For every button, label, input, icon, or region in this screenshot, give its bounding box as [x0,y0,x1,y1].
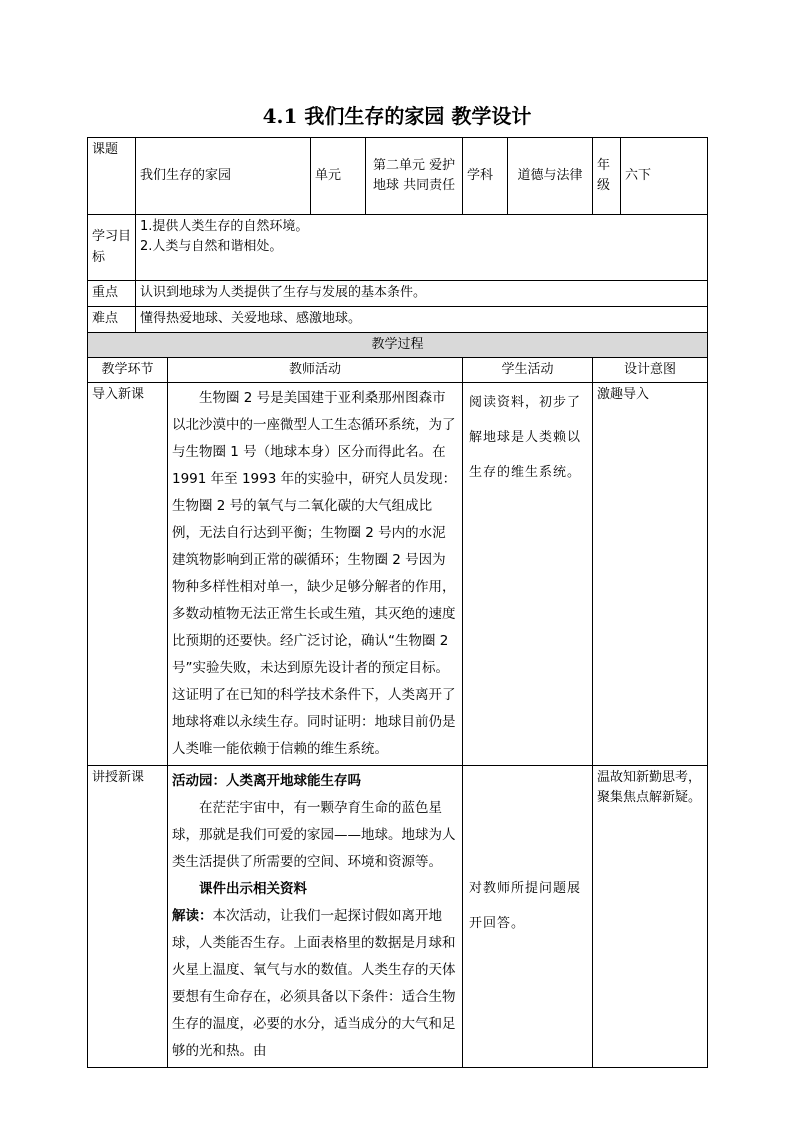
goal-item: 1.提供人类生存的自然环境。 [140,219,309,234]
analysis-text: 本次活动，让我们一起探讨假如离开地球，人类能否生存。上面表格里的数据是月球和火星上温度、氧气与水的数值。人类生存的天体要想有生命存在，必须具备以下条件：适合生物生存的温度，必要的水分，适当成分的大气和足够的光和热。由 [172,908,456,1060]
page-title: 4.1 我们生存的家园 教学设计 [262,104,532,128]
subject-value: 道德与法律 [508,138,593,215]
stage-new-lesson: 讲授新课 [88,766,168,1068]
teacher-activity-intro [168,383,463,766]
goals-label: 学习目标 [88,215,136,281]
teacher-paragraph: 生物圈 2 号是美国建于亚利桑那州图森市以北沙漠中的一座微型人工生态循环系统，为了与生物圈 1 号（地球本身）区分而得此名。在 1991 年至 1993 年的实验中，研究人员发现：生物圈 2 号的氧气与二氧化碳的大气组成比例，无法自行达到平衡；生物圈 2 号内的水泥建筑物影响到正常的碳循环；生物圈 2 号因为物种多样性相对单一，缺少足够分解者的作用，多数动植物无法正常生长或生殖，其灭绝的速度比预期的还要快。经广泛讨论，确认“生物圈 2 号”实验失败，未达到原先设计者的预定目标。这证明了在已知的科学技术条件下，人类离开了地球将难以永续生存。同时证明：地球目前仍是人类唯一能依赖于信赖的维生系统。 [172,390,457,758]
col-intent: 设计意图 [593,358,708,383]
col-stage: 教学环节 [88,358,168,383]
stage-intro: 导入新课 [88,383,168,766]
lesson-plan-table [87,137,708,1068]
col-student: 学生活动 [463,358,593,383]
student-activity-intro: 阅读资料，初步了解地球是人类赖以生存的维生系统。 [463,383,593,766]
process-header: 教学过程 [88,333,708,358]
activity-title: 活动园：人类离开地球能生存吗 [172,773,361,790]
topic-label: 课题 [88,138,136,215]
key-point-label: 重点 [88,281,136,307]
key-point-value: 认识到地球为人类提供了生存与发展的基本条件。 [136,281,708,307]
courseware-line: 课件出示相关资料 [199,881,307,898]
teacher-paragraph: 在茫茫宇宙中，有一颗孕育生命的蓝色星球，那就是我们可爱的家园——地球。地球为人类生活提供了所需要的空间、环境和资源等。 [172,800,456,871]
topic-value: 我们生存的家园 [136,138,311,215]
col-teacher: 教师活动 [168,358,463,383]
intent-new-lesson: 温故知新勤思考，聚集焦点解新疑。 [593,766,708,1068]
student-activity-new-lesson: 对教师所提问题展开回答。 [463,766,593,1068]
goal-item: 2.人类与自然和谐相处。 [140,239,283,255]
grade-label: 年级 [593,138,621,215]
intent-intro: 激趣导入 [593,383,708,766]
subject-label: 学科 [463,138,508,215]
grade-value: 六下 [621,138,708,215]
analysis-paragraph [172,903,458,1065]
difficulty-value: 懂得热爱地球、关爱地球、感激地球。 [136,307,708,333]
goals-list [136,215,708,281]
teacher-activity-new-lesson [168,766,463,1068]
difficulty-label: 难点 [88,307,136,333]
unit-value: 第二单元 爱护地球 共同责任 [366,138,463,215]
analysis-label: 解读： [172,908,213,925]
unit-label: 单元 [311,138,366,215]
